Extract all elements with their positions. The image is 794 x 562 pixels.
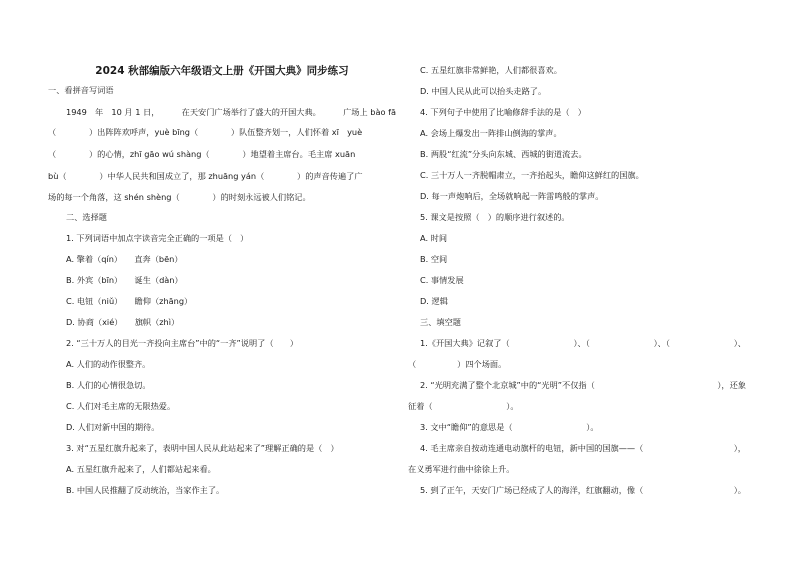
fill-2-line-1: 2. “光明充满了整个北京城”中的“光明”不仅指（ ），还象 xyxy=(420,380,746,390)
q2-option-b: B. 人们的心情很急切。 xyxy=(66,380,151,390)
q1-option-a: A. 擎着（qín） 直奔（bēn） xyxy=(66,254,183,264)
fill-2-line-2: 征着（ ）。 xyxy=(408,401,519,411)
q1-option-b: B. 外宾（bīn） 诞生（dàn） xyxy=(66,275,183,285)
section-heading-fill: 三、填空题 xyxy=(420,317,461,327)
q2-option-a: A. 人们的动作很整齐。 xyxy=(66,359,151,369)
fill-1-line-1: 1.《开国大典》记叙了（ ）、（ ）、（ ）、 xyxy=(420,338,746,348)
q3-option-c: C. 五星红旗非常鲜艳，人们都很喜欢。 xyxy=(420,65,562,75)
q1-option-d: D. 协商（xié） 旗帜（zhì） xyxy=(66,317,180,327)
q5-stem: 5. 课文是按照（ ）的顺序进行叙述的。 xyxy=(420,212,570,222)
fill-3: 3. 文中“瞻仰”的意思是（ ）。 xyxy=(420,422,599,432)
q4-stem: 4. 下列句子中使用了比喻修辞手法的是（ ） xyxy=(420,107,586,117)
pinyin-line-2: （ ）出阵阵欢呼声，yuè bīng（ ）队伍整齐划一，人们怀着 xī yuè xyxy=(48,127,363,137)
pinyin-line-5: 场的每一个角落，这 shén shèng（ ）的时刻永远被人们铭记。 xyxy=(48,192,311,202)
fill-1-line-2: （ ）四个场面。 xyxy=(408,359,507,369)
q3-option-b: B. 中国人民推翻了反动统治，当家作主了。 xyxy=(66,485,225,495)
page-title: 2024 秋部编版六年级语文上册《开国大典》同步练习 xyxy=(95,65,349,77)
q3-option-a: A. 五星红旗升起来了，人们都站起来看。 xyxy=(66,464,216,474)
pinyin-line-3: （ ）的心情，zhī gāo wú shàng（ ）地望着主席台。毛主席 xuān xyxy=(48,149,356,159)
q4-option-b: B. 两股“红流”分头向东城、西城的街道流去。 xyxy=(420,149,587,159)
fill-5: 5. 到了正午，天安门广场已经成了人的海洋，红旗翻动，像（ ）。 xyxy=(420,485,746,495)
section-heading-choice: 二、选择题 xyxy=(66,212,107,222)
q4-option-d: D. 每一声炮响后，全场就响起一阵雷鸣般的掌声。 xyxy=(420,191,604,201)
q1-option-c: C. 电钮（niǔ） 瞻仰（zhāng） xyxy=(66,296,193,306)
fill-4-line-2: 在义勇军进行曲中徐徐上升。 xyxy=(408,464,515,474)
q5-option-a: A. 时间 xyxy=(420,233,448,243)
q5-option-d: D. 逻辑 xyxy=(420,296,448,306)
pinyin-line-4: bù（ ）中华人民共和国成立了，那 zhuāng yán（ ）的声音传遍了广 xyxy=(48,171,363,181)
pinyin-line-1: 1949 年 10 月 1 日， 在天安门广场举行了盛大的开国大典。 广场上 bào fā xyxy=(66,107,396,117)
q5-option-c: C. 事情发展 xyxy=(420,275,464,285)
q3-stem: 3. 对“五星红旗升起来了，表明中国人民从此站起来了”理解正确的是（ ） xyxy=(66,443,339,453)
q4-option-a: A. 会场上爆发出一阵排山倒海的掌声。 xyxy=(420,128,562,138)
q1-stem: 1. 下列词语中加点字读音完全正确的一项是（ ） xyxy=(66,233,249,243)
q2-option-c: C. 人们对毛主席的无限热爱。 xyxy=(66,401,176,411)
q4-option-c: C. 三十万人一齐脱帽肃立，一齐抬起头，瞻仰这鲜红的国旗。 xyxy=(420,170,644,180)
q2-option-d: D. 人们对新中国的期待。 xyxy=(66,422,160,432)
q3-option-d: D. 中国人民从此可以抬头走路了。 xyxy=(420,86,547,96)
fill-4-line-1: 4. 毛主席亲自按动连通电动旗杆的电钮，新中国的国旗——（ ）， xyxy=(420,443,746,453)
q5-option-b: B. 空间 xyxy=(420,254,448,264)
section-heading-pinyin: 一、看拼音写词语 xyxy=(48,85,114,95)
q2-stem: 2. “三十万人的目光一齐投向主席台”中的“一齐”说明了（ ） xyxy=(66,338,299,348)
